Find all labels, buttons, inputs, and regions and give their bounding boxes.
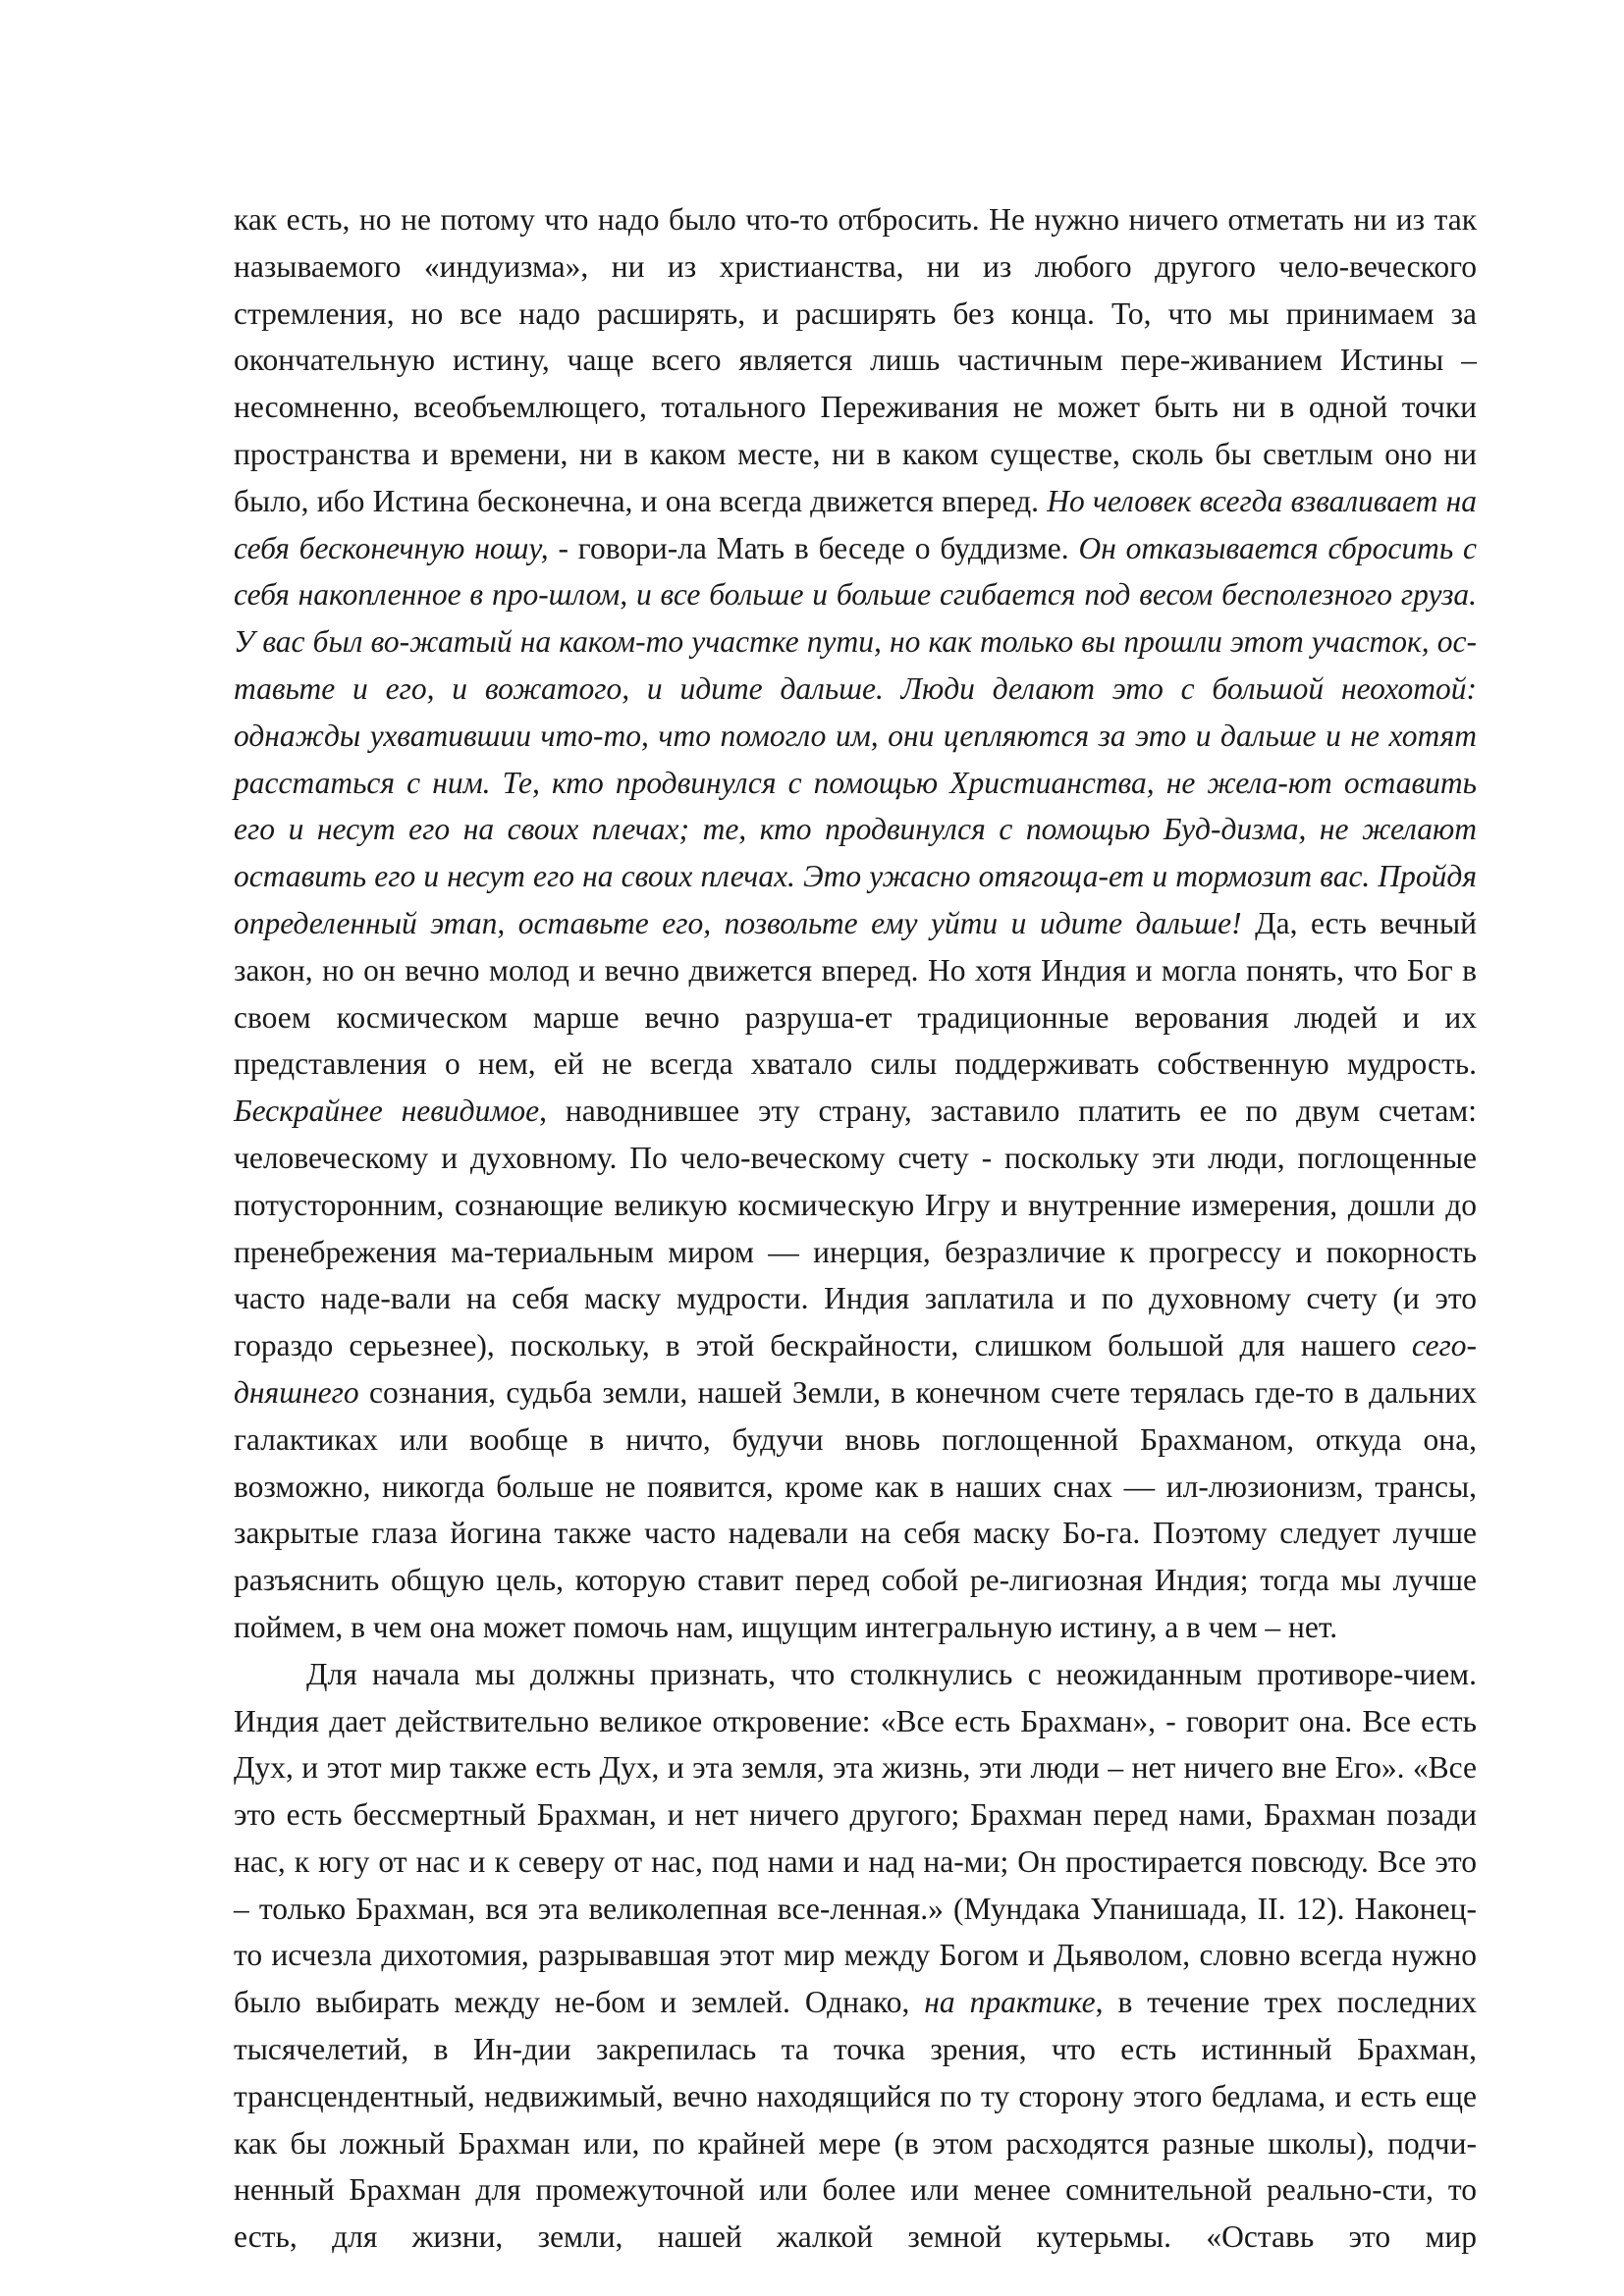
text-segment: , наводнившее эту страну, заставило платить ее по двум счетам: человеческому и духовному. По чело-веческому счету - поскольку эти люди, поглощенные потусторонним, сознающие великую космическую Игру и внутренние измерения, дошли до пренебрежения ма-териальным миром — инерция, безразличие к прогрессу и покорность часто наде-вали на себя маску мудрости. Индия заплатила и по духовному счету (и это гораздо серьезнее), поскольку, в этой бескрайности, слишком большой для нашего (234, 1094, 1477, 1363)
text-segment: сознания, судьба земли, нашей Земли, в конечном счете терялась где-то в дальних галактиках или вообще в ничто, будучи вновь поглощенной Брахманом, откуда она, возможно, никогда больше не появится, кроме как в наших снах — ил-люзионизм, трансы, закрытые глаза йогина также часто надевали на себя маску Бо-га. Поэтому следует лучше разъяснить общую цель, которую ставит перед собой ре-лигиозная Индия; тогда мы лучше поймем, в чем она может помочь нам, ищущим интегральную истину, а в чем – нет. (234, 1374, 1477, 1644)
paragraph-2 (234, 1651, 1477, 2261)
italic-quote: Но человек всегда взваливает на себя бесконечную ношу, (234, 483, 1478, 565)
text-segment: , в течение трех последних тысячелетий, в Ин-дии закрепилась та точка зрения, что есть истинный Брахман, трансцендентный, недвижимый, вечно находящийся по ту сторону этого бедлама, и есть еще как бы ложный Брахман или, по крайней мере (в этом расходятся разные школы), подчи-ненный Брахман для промежуточной или более или менее сомнительной реально-сти, то есть, для жизни, земли, нашей жалкой земной кутерьмы. «Оставь это мир (234, 1985, 1477, 2255)
italic-phrase: на практике (924, 1985, 1096, 2020)
paragraph-1 (234, 196, 1477, 1651)
text-segment: Да, есть вечный закон, но он вечно молод и вечно движется вперед. Но хотя Индия и могла понять, что Бог в своем космическом марше вечно разруша-ет традиционные верования людей и их представления о нем, ей не всегда хватало силы поддерживать собственную мудрость. (234, 905, 1477, 1082)
italic-phrase: сего-дняшнего (234, 1328, 1477, 1410)
text-segment: - говори-ла Мать в беседе о буддизме. (548, 530, 1079, 565)
text-segment: Для начала мы должны признать, что столкнулись с неожиданным противоре-чием. Индия дает действительно великое откровение: «Все есть Брахман», - говорит она. Все есть Дух, и этот мир также есть Дух, и эта земля, эта жизнь, эти люди – нет ничего вне Его». «Все это есть бессмертный Брахман, и нет ничего другого; Брахман перед нами, Брахман позади нас, к югу от нас и к северу от нас, под нами и над на-ми; Он простирается повсюду. Все это – только Брахман, вся эта великолепная все-ленная.» (Мундака Упанишада, II. 12). Наконец-то исчезла дихотомия, разрывавшая этот мир между Богом и Дьяволом, словно всегда нужно было выбирать между не-бом и землей. Однако, (234, 1656, 1477, 2020)
italic-quote: Он отказывается сбросить с себя накопленное в про-шлом, и все больше и больше сгибается под весом бесполезного груза. У вас был во-жатый на каком-то участке пути, но как только вы прошли этот участок, ос-тавьте и его, и вожатого, и идите дальше. Люди делают это с большой неохотой: однажды ухватившии что-то, что помогло им, они цепляются за это и дальше и не хотят расстаться с ним. Те, кто продвинулся с помощью Христианства, не жела-ют оставить его и несут его на своих плечах; те, кто продвинулся с помощью Буд-дизма, не желают оставить его и несут его на своих плечах. Это ужасно отягоща-ет и тормозит вас. Пройдя определенный этап, оставьте его, позвольте ему уйти и идите дальше! (234, 530, 1477, 940)
text-segment: как есть, но не потому что надо было что-то отбросить. Не нужно ничего отметать ни из так называемого «индуизма», ни из христианства, ни из любого другого чело-веческого стремления, но все надо расширять, и расширять без конца. То, что мы принимаем за окончательную истину, чаще всего является лишь частичным пере-живанием Истины – несомненно, всеобъемлющего, тотального Переживания не может быть ни в одной точки пространства и времени, ни в каком месте, ни в каком существе, сколь бы светлым оно ни было, ибо Истина бесконечна, и она всегда движется вперед. (234, 202, 1477, 518)
body-text (234, 196, 1477, 2261)
italic-phrase: Бескрайнее невидимое (234, 1094, 540, 1129)
